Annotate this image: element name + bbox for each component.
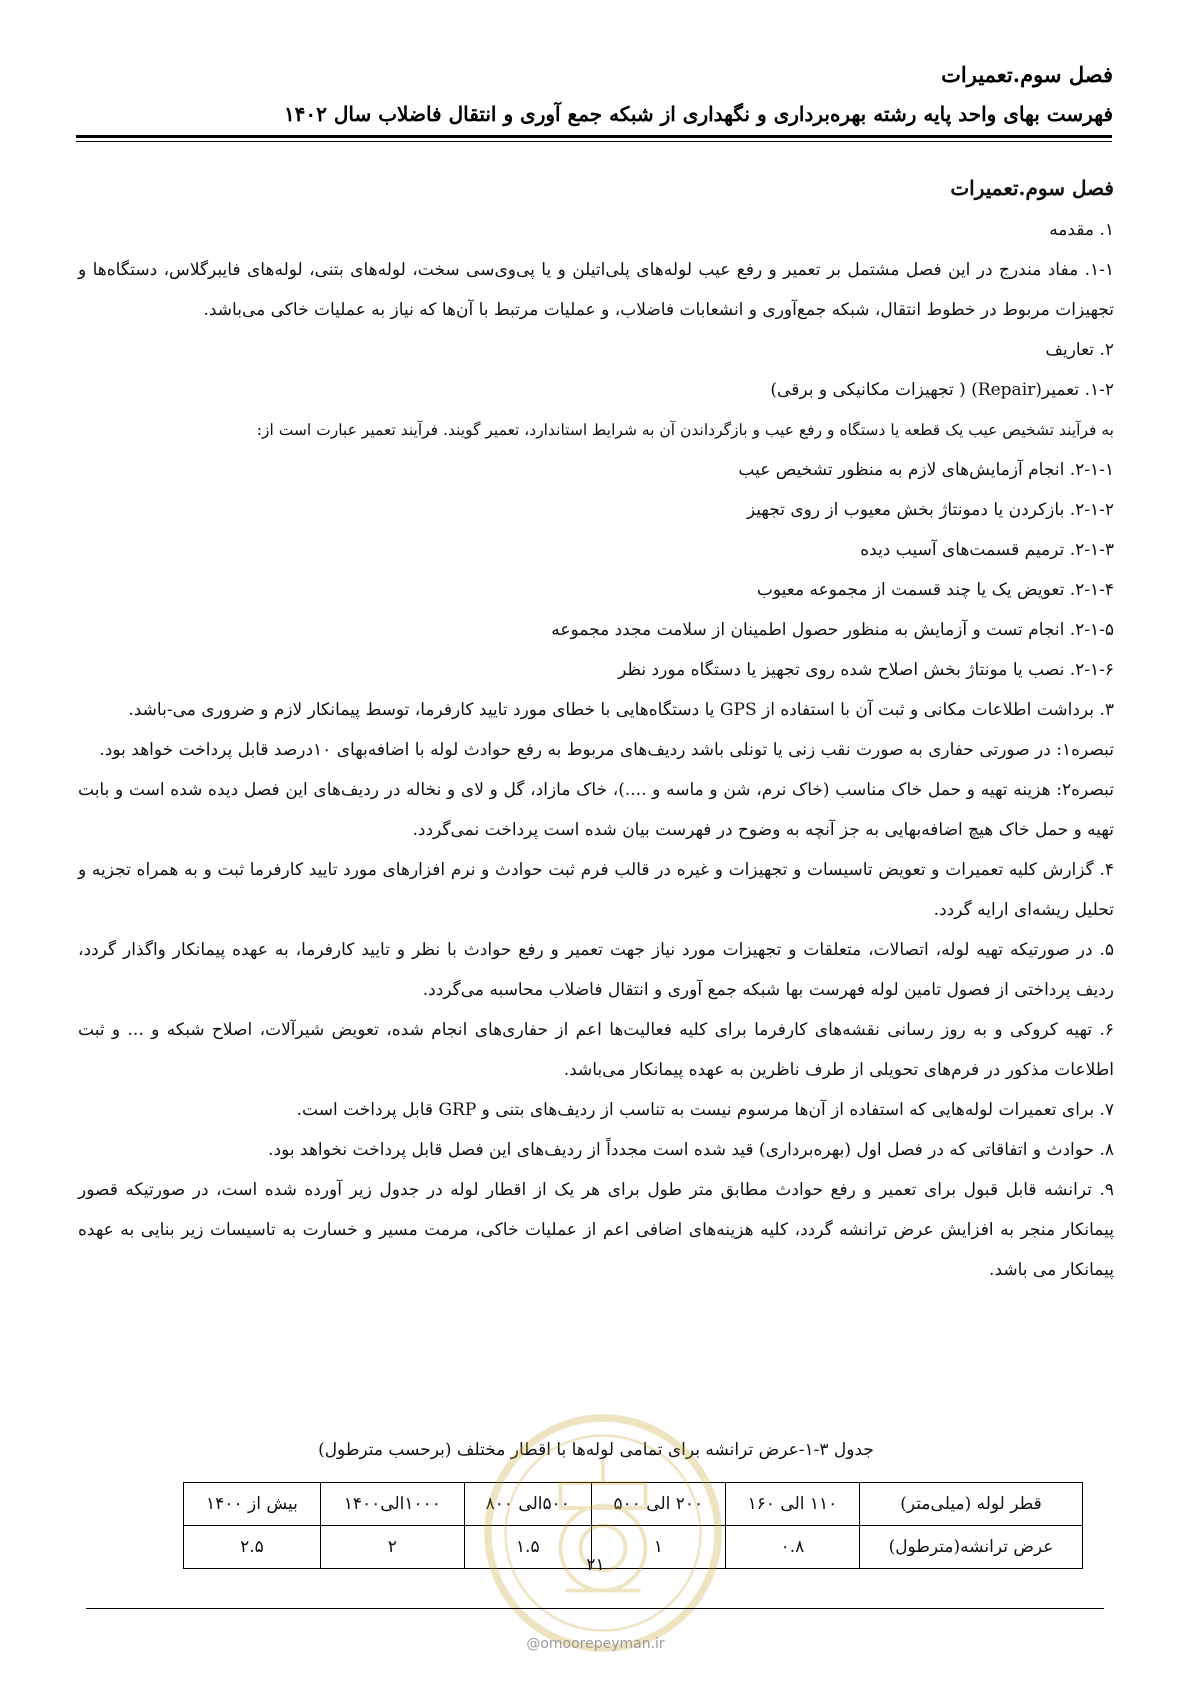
step-item: ۲-۱-۶. نصب یا مونتاژ بخش اصلاح شده روی تجهیز یا دستگاه مورد نظر (618, 660, 1114, 680)
item-6-paragraph: ۶. تهیه کروکی و به روز رسانی نقشه‌های کارفرما برای کلیه فعالیت‌ها اعم از حفاری‌های انجام شده، تعویض شیرآلات، اصلاح شبکه و ... و ثبت اطلاعات مذکور در فرم‌های تحویلی از طرف ناظرین به عهده پیمانکار می‌باشد. (78, 1020, 1114, 1080)
header-rule-thin (76, 141, 1112, 142)
intro-heading: ۱. مقدمه (1049, 220, 1114, 240)
item-7-paragraph: ۷. برای تعمیرات لوله‌هایی که استفاده از آن‌ها مرسوم نیست به تناسب از ردیف‌های بتنی و GRP قابل پرداخت است. (296, 1100, 1114, 1120)
footer-rule (86, 1608, 1104, 1609)
definitions-heading: ۲. تعاریف (1045, 340, 1114, 360)
section-title: فصل سوم.تعمیرات (950, 176, 1114, 200)
note-1-paragraph: تبصره۱: در صورتی حفاری به صورت نقب زنی یا تونلی باشد ردیف‌های مربوط به رفع حوادث لوله با اضافه‌بهای ۱۰درصد قابل پرداخت خواهد بود. (99, 740, 1114, 760)
header-rule (76, 135, 1112, 138)
step-item: ۲-۱-۲. بازکردن یا دمونتاژ بخش معیوب از روی تجهیز (746, 500, 1114, 520)
table-cell: ۵۰۰الی ۸۰۰ (464, 1483, 591, 1526)
table-cell: ۲.۵ (184, 1526, 321, 1569)
intro-paragraph: ۱-۱. مفاد مندرج در این فصل مشتمل بر تعمیر و رفع عیب لوله‌های پلی‌اتیلن و یا پی‌وی‌سی سخت، لوله‌های بتنی، لوله‌های فایبرگلاس، دستگاه‌ها و تجهیزات مربوط در خطوط انتقال، شبکه جمع‌آوری و انشعابات فاضلاب، و عملیات مرتبط با آن‌ها که نیاز به عملیات خاکی می‌باشد. (78, 260, 1114, 320)
table-row-header: قطر لوله (میلی‌متر) (860, 1483, 1083, 1526)
table-caption: جدول ۳-۱-عرض ترانشه برای تمامی لوله‌ها با اقطار مختلف (برحسب مترطول) (318, 1440, 874, 1460)
table-row (184, 1483, 1083, 1526)
item-8-paragraph: ۸. حوادث و اتفاقاتی که در فصل اول (بهره‌برداری) قید شده است مجدداً از ردیف‌های این فصل قابل پرداخت نخواهد بود. (268, 1140, 1114, 1160)
definition-repair: ۱-۲. تعمیر(Repair) ( تجهیزات مکانیکی و برقی) (770, 380, 1114, 400)
note-2-paragraph: تبصره۲: هزینه تهیه و حمل خاک مناسب (خاک نرم، شن و ماسه و ....)، خاک مازاد، گل و لای و نخاله در ردیف‌های این فصل دیده شده است و بابت تهیه و حمل خاک هیچ اضافه‌بهایی به جز آنچه به وضوح در فهرست بیان شده است پرداخت نمی‌گردد. (78, 780, 1114, 840)
table-cell: ۲ (320, 1526, 464, 1569)
table-cell: ۱۰۰۰الی۱۴۰۰ (320, 1483, 464, 1526)
item-9-paragraph: ۹. ترانشه قابل قبول برای تعمیر و رفع حوادث مطابق متر طول برای هر یک از اقطار لوله در جدول زیر آورده شده است، در صورتیکه قصور پیمانکار منجر به افزایش عرض ترانشه گردد، کلیه هزینه‌های اضافی اعم از عملیات خاکی، مرمت مسیر و خسارت به تاسیسات زیر بنایی به عهده پیمانکار می باشد. (78, 1180, 1114, 1280)
step-item: ۲-۱-۳. ترمیم قسمت‌های آسیب دیده (860, 540, 1114, 560)
table-cell: ۲۰۰ الی ۵۰۰ (591, 1483, 725, 1526)
page-number: ۲۱ (586, 1555, 605, 1575)
table-row-header: عرض ترانشه(مترطول) (860, 1526, 1083, 1569)
header-chapter: فصل سوم.تعمیرات (941, 62, 1113, 87)
table-cell: بیش از ۱۴۰۰ (184, 1483, 321, 1526)
step-item: ۲-۱-۱. انجام آزمایش‌های لازم به منظور تشخیص عیب (738, 460, 1114, 480)
header-subtitle: فهرست بهای واحد پایه رشته بهره‌برداری و نگهداری از شبکه جمع آوری و انتقال فاضلاب سال ۱۴۰۲ (283, 102, 1113, 126)
item-5-paragraph: ۵. در صورتیکه تهیه لوله، اتصالات، متعلقات و تجهیزات مورد نیاز جهت تعمیر و رفع حوادث با نظر و تایید کارفرما، به عهده پیمانکار واگذار گردد، ردیف پرداختی از فصول تامین لوله فهرست بها شبکه جمع آوری و انتقال فاضلاب محاسبه می‌گردد. (78, 940, 1114, 1000)
table-cell: ۱ (591, 1526, 725, 1569)
step-item: ۲-۱-۵. انجام تست و آزمایش به منظور حصول اطمینان از سلامت مجدد مجموعه (551, 620, 1114, 640)
table-cell: ۱.۵ (464, 1526, 591, 1569)
step-item: ۲-۱-۴. تعویض یک یا چند قسمت از مجموعه معیوب (756, 580, 1114, 600)
item-3-paragraph: ۳. برداشت اطلاعات مکانی و ثبت آن با استفاده از GPS یا دستگاه‌هایی با خطای مورد تایید کارفرما، توسط پیمانکار لازم و ضروری می-باشد. (128, 700, 1114, 720)
site-watermark: @omoorepeyman.ir (526, 1636, 665, 1652)
item-4-paragraph: ۴. گزارش کلیه تعمیرات و تعویض تاسیسات و تجهیزات و غیره در قالب فرم ثبت حوادث و نرم افزارهای مورد تایید کارفرما ثبت و به همراه تجزیه و تحلیل ریشه‌ای ارایه گردد. (78, 860, 1114, 920)
body-content (78, 168, 1114, 1290)
table-cell: ۰.۸ (725, 1526, 859, 1569)
definition-repair-desc: به فرآیند تشخیص عیب یک قطعه یا دستگاه و رفع عیب و بازگرداندن آن به شرایط استاندارد، تعمیر گویند. فرآیند تعمیر عبارت است از: (256, 421, 1114, 439)
table-cell: ۱۱۰ الی ۱۶۰ (725, 1483, 859, 1526)
